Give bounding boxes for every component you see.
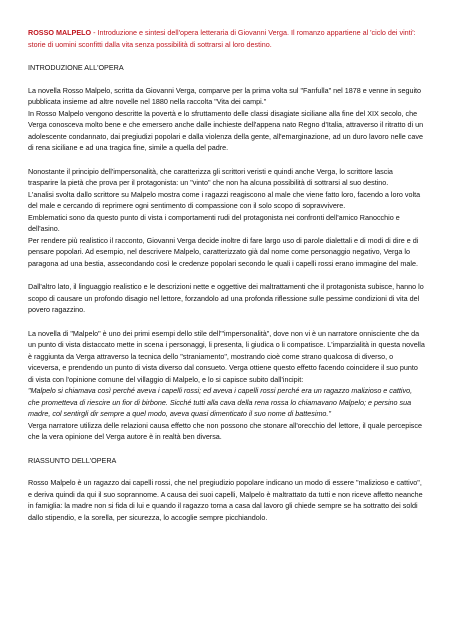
intro-summary: - Introduzione e sintesi dell'opera letteraria di Giovanni Verga. Il romanzo appartiene al 'ciclo dei vinti': storie di uomini sconfitti dalla vita senza possibilità di sottrarsi al loro destino. xyxy=(28,28,416,49)
section-heading-riassunto: RIASSUNTO DELL'OPERA xyxy=(28,455,117,465)
paragraph: In Rosso Malpelo vengono descritte la povertà e lo sfruttamento delle classi disagiate siciliane alla fine del XIX secolo, che Verga conosceva molto bene e che emersero anche dalle inchieste dell'appena nato Regno d'Italia, attraverso il ritratto di un adolescente condannato, dai pregiudizi popolari e dalla violenza della gente, all'emarginazione, ad un duro lavoro nelle cave di rena siciliane e ad una tragica fine, simile a quella del padre. xyxy=(28,108,424,152)
paragraph: La novella di "Malpelo" è uno dei primi esempi dello stile dell'"impersonalità", dove non vi è un narratore onnisciente che da un punto di vista distaccato mette in scena i personaggi, li presenta, li giudica o li compatisce. L'imparzialità in questa novella è raggiunta da Verga attraverso la tecnica dello "straniamento", mostrando cioè come strano qualcosa di diverso, o viceversa, e prendendo un punto di vista diverso dal consueto. Verga ottiene questo effetto facendo coincidere il suo punto di vista con l'opinione comune del villaggio di Malpelo, e lo si capisce subito dall'incipit: xyxy=(28,328,425,384)
incipit-quote: "Malpelo si chiamava così perché aveva i capelli rossi; ed aveva i capelli rossi perché era un ragazzo malizioso e cattivo, che prometteva di riescire un fior di birbone. Sicché tutti alla cava della rena rossa lo chiamavano Malpelo; e persino sua madre, col sentirgli dir sempre a quel modo, aveva quasi dimenticato il suo nome di battesimo." xyxy=(28,386,413,418)
document-title: ROSSO MALPELO xyxy=(28,28,92,37)
paragraph: Per rendere più realistico il racconto, Giovanni Verga decide inoltre di fare largo uso di parole dialettali e di modi di dire e di pensare popolari. Ad esempio, nel descrivere Malpelo, caratterizzato già dal nome come personaggio negativo, Verga lo paragona ad una bestia, assecondando così le credenze popolari secondo le quali i capelli rossi erano immagine del male. xyxy=(28,235,419,268)
paragraph: Rosso Malpelo è un ragazzo dai capelli rossi, che nel pregiudizio popolare indicano un modo di essere "malizioso e cattivo", e deriva quindi da qui il suo soprannome. A causa dei suoi capelli, Malpelo è maltrattato da tutti e non riceve affetto neanche in famiglia: la madre non si fida di lui e quando il ragazzo torna a casa dal lavoro gli chiede sempre se ha sottratto dei soldi dallo stipendio, e la sorella, per sicurezza, lo accoglie sempre picchiandolo. xyxy=(28,478,423,522)
paragraph: Verga narratore utilizza delle relazioni causa effetto che non possono che stonare all'orecchio del lettore, il quale percepisce che la vera opinione del Verga autore è in realtà ben diversa. xyxy=(28,420,422,441)
paragraph: Emblematici sono da questo punto di vista i comportamenti rudi del protagonista nei confronti dell'amico Ranocchio e dell'asino. xyxy=(28,212,400,233)
paragraph: L'analisi svolta dallo scrittore su Malpelo mostra come i ragazzi reagiscono al male che viene fatto loro, facendo a loro volta del male e cercando di reprimere ogni sentimento di compassione con il solo scopo di sopravvivere. xyxy=(28,189,421,210)
section-heading-introduzione: INTRODUZIONE ALL'OPERA xyxy=(28,63,124,72)
paragraph: Nonostante il principio dell'impersonalità, che caratterizza gli scrittori veristi e quindi anche Verga, lo scrittore lascia trasparire la pietà che prova per il protagonista: un "vinto" che non ha alcuna possibilità di sottrarsi al suo destino. xyxy=(28,166,393,187)
paragraph: Dall'altro lato, il linguaggio realistico e le descrizioni nette e oggettive dei maltrattamenti che il protagonista subisce, hanno lo scopo di causare un profondo disagio nel lettore, forzandolo ad una profonda riflessione sulle pessime condizioni di vita del povero ragazzino. xyxy=(28,282,424,314)
intro-paragraph xyxy=(28,27,425,50)
paragraph: La novella Rosso Malpelo, scritta da Giovanni Verga, comparve per la prima volta sul "Fanfulla" nel 1878 e venne in seguito pubblicata insieme ad altre novelle nel 1880 nella raccolta "Vita dei campi." xyxy=(28,85,422,106)
